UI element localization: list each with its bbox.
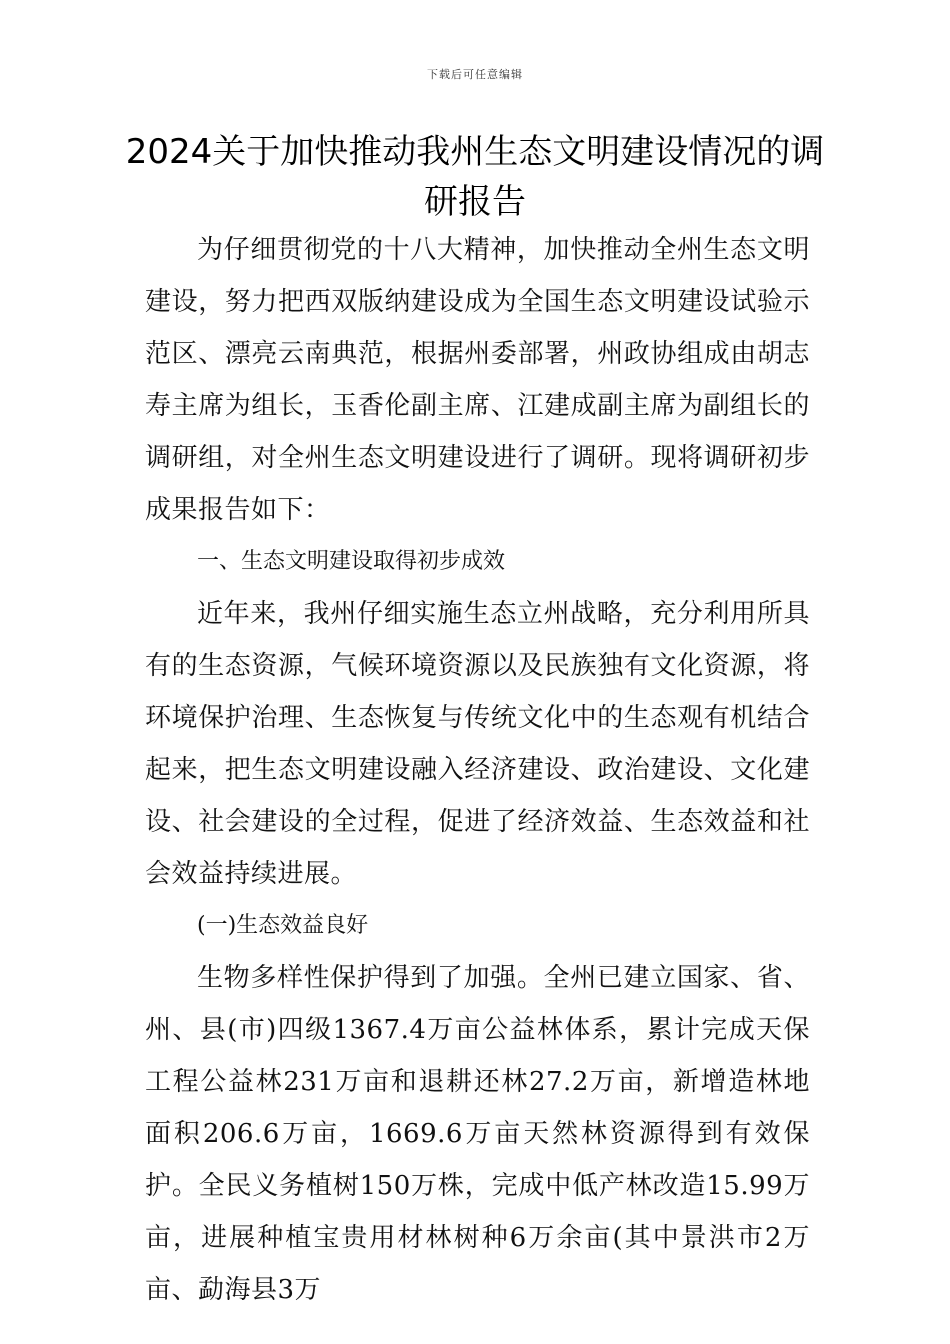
header-note: 下载后可任意编辑 (427, 68, 523, 81)
document-body (145, 224, 810, 1316)
section-heading-1: 一、生态文明建设取得初步成效 (197, 549, 506, 574)
subsection-1-paragraph: 生物多样性保护得到了加强。全州已建立国家、省、州、县(市)四级1367.4万亩公益林体系，累计完成天保工程公益林231万亩和退耕还林27.2万亩，新增造林地面积206.6万亩，1669.6万亩天然林资源得到有效保护。全民义务植树150万株，完成中低产林改造15.99万亩，进展种植宝贵用材林树种6万余亩(其中景洪市2万亩、勐海县3万 (145, 963, 810, 1305)
section-1-paragraph: 近年来，我州仔细实施生态立州战略，充分利用所具有的生态资源，气候环境资源以及民族独有文化资源，将环境保护治理、生态恢复与传统文化中的生态观有机结合起来，把生态文明建设融入经济建设、政治建设、文化建设、社会建设的全过程，促进了经济效益、生态效益和社会效益持续进展。 (145, 599, 810, 889)
intro-paragraph: 为仔细贯彻党的十八大精神，加快推动全州生态文明建设，努力把西双版纳建设成为全国生态文明建设试验示范区、漂亮云南典范，根据州委部署，州政协组成由胡志寿主席为组长，玉香伦副主席、江建成副主席为副组长的调研组，对全州生态文明建设进行了调研。现将调研初步成果报告如下： (145, 235, 810, 525)
document-title: 2024关于加快推动我州生态文明建设情况的调研报告 (125, 132, 825, 222)
subsection-heading-1: (一)生态效益良好 (197, 913, 369, 938)
